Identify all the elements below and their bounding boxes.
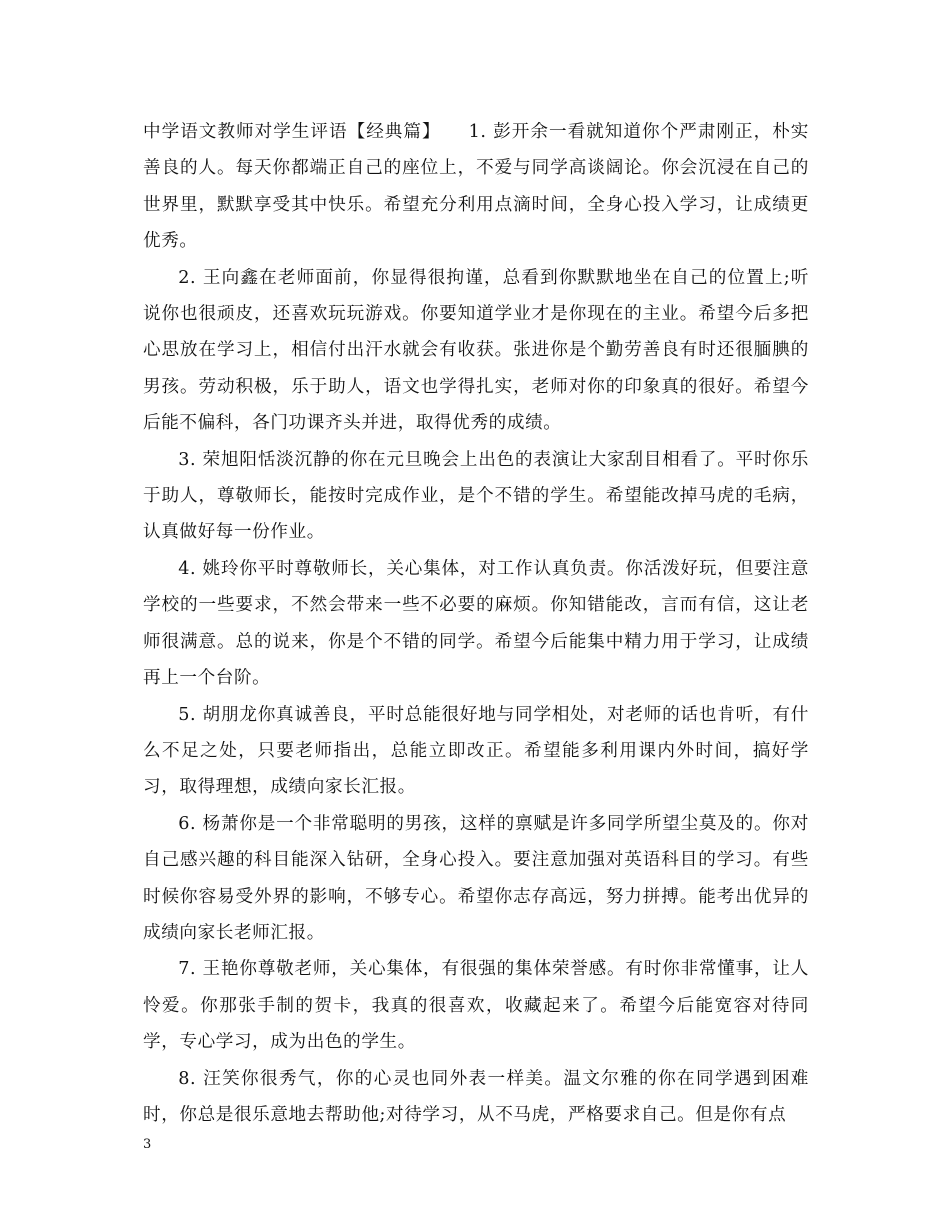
document-body — [143, 114, 809, 1133]
paragraph-2: 2. 王向鑫在老师面前，你显得很拘谨，总看到你默默地坐在自己的位置上;听说你也很顽皮，还喜欢玩玩游戏。你要知道学业才是你现在的主业。希望今后多把心思放在学习上，相信付出汗水就会有收获。张进你是个勤劳善良有时还很腼腆的男孩。劳动积极，乐于助人，语文也学得扎实，老师对你的印象真的很好。希望今后能不偏科，各门功课齐头并进，取得优秀的成绩。 — [143, 267, 809, 434]
paragraph-6: 6. 杨萧你是一个非常聪明的男孩，这样的禀赋是许多同学所望尘莫及的。你对自己感兴趣的科目能深入钻研，全身心投入。要注意加强对英语科目的学习。有些时候你容易受外界的影响，不够专心。希望你志存高远，努力拼搏。能考出优异的成绩向家长老师汇报。 — [143, 813, 809, 943]
paragraph-4: 4. 姚玲你平时尊敬师长，关心集体，对工作认真负责。你活泼好玩，但要注意学校的一些要求，不然会带来一些不必要的麻烦。你知错能改，言而有信，这让老师很满意。总的说来，你是个不错的同学。希望今后能集中精力用于学习，让成绩再上一个台阶。 — [143, 558, 809, 689]
paragraph-1-text: 1. 彭开余一看就知道你个严肃刚正，朴实善良的人。每天你都端正自己的座位上，不爱与同学高谈阔论。你会沉浸在自己的世界里，默默享受其中快乐。希望充分利用点滴时间，全身心投入学习，让成绩更优秀。 — [143, 122, 809, 252]
paragraph-3: 3. 荣旭阳恬淡沉静的你在元旦晚会上出色的表演让大家刮目相看了。平时你乐于助人，尊敬师长，能按时完成作业，是个不错的学生。希望能改掉马虎的毛病，认真做好每一份作业。 — [143, 449, 809, 543]
paragraph-7: 7. 王艳你尊敬老师，关心集体，有很强的集体荣誉感。有时你非常懂事，让人怜爱。你那张手制的贺卡，我真的很喜欢，收藏起来了。希望今后能宽容对待同学，专心学习，成为出色的学生。 — [143, 959, 809, 1053]
paragraph-5: 5. 胡朋龙你真诚善良，平时总能很好地与同学相处，对老师的话也肯听，有什么不足之处，只要老师指出，总能立即改正。希望能多利用课内外时间，搞好学习，取得理想，成绩向家长汇报。 — [143, 704, 809, 798]
paragraph-1 — [143, 114, 809, 260]
page-number: 3 — [143, 1137, 152, 1152]
document-title: 中学语文教师对学生评语【经典篇】 — [143, 122, 441, 142]
paragraph-8: 8. 汪笑你很秀气，你的心灵也同外表一样美。温文尔雅的你在同学遇到困难时，你总是很乐意地去帮助他;对待学习，从不马虎，严格要求自己。但是你有点 — [143, 1068, 809, 1125]
